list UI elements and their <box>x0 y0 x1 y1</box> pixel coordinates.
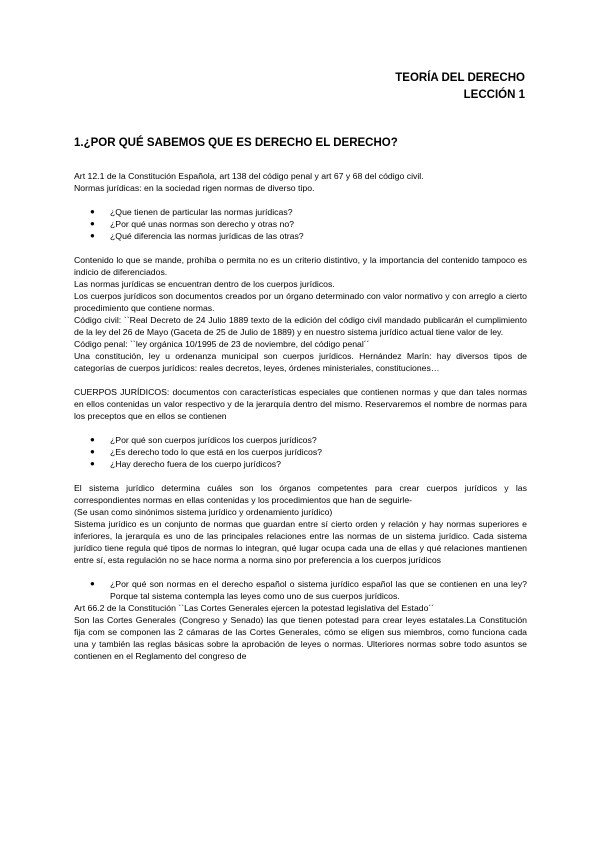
paragraph: Código penal: ``ley orgánica 10/1995 de 23 de noviembre, del código penal´´ <box>74 339 370 349</box>
bullet-icon: ● <box>90 579 95 588</box>
paragraph: Son las Cortes Generales (Congreso y Senado) las que tienen potestad para crear leyes estatales.La Constitución fija com se componen las 2 cámaras de las Cortes Generales, cómo se eligen sus miembros, como funciona cada una y también las reglas básicas sobre la aprobación de leyes o normas. Ulteriores normas sobre todo asuntos se contienen en el Reglamento del congreso de <box>74 615 527 661</box>
paragraph: Los cuerpos jurídicos son documentos creados por un órgano determinado con valor normativo y con arreglo a cierto procedimiento que contiene normas. <box>74 291 527 313</box>
bullet-icon: ● <box>90 231 95 240</box>
paragraph: Una constitución, ley u ordenanza municipal son cuerpos jurídicos. Hernández Marín: hay diversos tipos de categorías de cuerpos jurídicos: reales decretos, leyes, órdenes ministeriales, constituciones… <box>74 351 527 373</box>
list-item: ● ¿Por qué son cuerpos jurídicos los cuerpos jurídicos? <box>90 435 317 445</box>
document-body <box>74 170 527 662</box>
section-title: 1.¿POR QUÉ SABEMOS QUE ES DERECHO EL DERECHO? <box>74 137 398 149</box>
bullet-icon: ● <box>90 219 95 228</box>
course-title: TEORÍA DEL DERECHO <box>395 72 525 84</box>
question-list <box>74 434 527 470</box>
list-item: ● ¿Qué diferencia las normas jurídicas de las otras? <box>90 231 304 241</box>
list-item: ● ¿Que tienen de particular las normas jurídicas? <box>90 207 293 217</box>
bullet-icon: ● <box>90 447 95 456</box>
bullet-icon: ● <box>90 435 95 444</box>
document-header <box>395 70 525 104</box>
bullet-icon: ● <box>90 207 95 216</box>
intro-line: Art 12.1 de la Constitución Española, art 138 del código penal y art 67 y 68 del código civil. <box>74 171 424 181</box>
paragraph: (Se usan como sinónimos sistema jurídico y ordenamiento jurídico) <box>74 507 333 517</box>
lesson-label: LECCIÓN 1 <box>463 89 525 101</box>
list-item: ● ¿Por qué son normas en el derecho español o sistema jurídico español las que se contienen en una ley? Porque tal sistema contempla las leyes como uno de sus cuerpos jurídicos. <box>90 579 527 601</box>
paragraph: Art 66.2 de la Constitución ``Las Cortes Generales ejercen la potestad legislativa del Estado´´ <box>74 603 435 613</box>
list-item: ● ¿Por qué unas normas son derecho y otras no? <box>90 219 294 229</box>
intro-line: Normas jurídicas: en la sociedad rigen normas de diverso tipo. <box>74 183 315 193</box>
paragraph: Sistema jurídico es un conjunto de normas que guardan entre sí cierto orden y relación y hay normas superiores e inferiores, la jerarquía es uno de las principales relaciones entre las normas de un sistema jurídico. Cada sistema jurídico tiene regula qué tipos de normas lo integran, qué lugar ocupa cada una de ellas y qué relaciones mantienen entre sí, esta regulación no se hace norma a norma sino por preferencia a los cuerpos jurídicos <box>74 519 527 565</box>
list-item: ● ¿Es derecho todo lo que está en los cuerpos jurídicos? <box>90 447 323 457</box>
paragraph: El sistema jurídico determina cuáles son los órganos competentes para crear cuerpos jurídicos y las correspondientes normas en ellas contenidas y los procedimientos que han de seguirle- <box>74 483 527 505</box>
question-list <box>74 206 527 242</box>
bullet-icon: ● <box>90 459 95 468</box>
paragraph: Las normas jurídicas se encuentran dentro de los cuerpos jurídicos. <box>74 279 335 289</box>
paragraph: Código civil: ``Real Decreto de 24 Julio 1889 texto de la edición del código civil mandado publicarán el cumplimiento de la ley del 26 de Mayo (Gaceta de 25 de Julio de 1889) y en nuestro sistema jurídico actual tiene valor de ley. <box>74 315 527 337</box>
list-item: ● ¿Hay derecho fuera de los cuerpo jurídicos? <box>90 459 281 469</box>
paragraph: CUERPOS JURÍDICOS: documentos con características especiales que contienen normas y que dan tales normas en ellos contenidas un valor respectivo y de la jerarquía dentro del mismo. Reservaremos el nombre de normas para los preceptos que en ellos se contienen <box>74 387 527 421</box>
question-list <box>74 578 527 602</box>
paragraph: Contenido lo que se mande, prohíba o permita no es un criterio distintivo, y la importancia del contenido tampoco es indicio de diferenciados. <box>74 255 527 277</box>
